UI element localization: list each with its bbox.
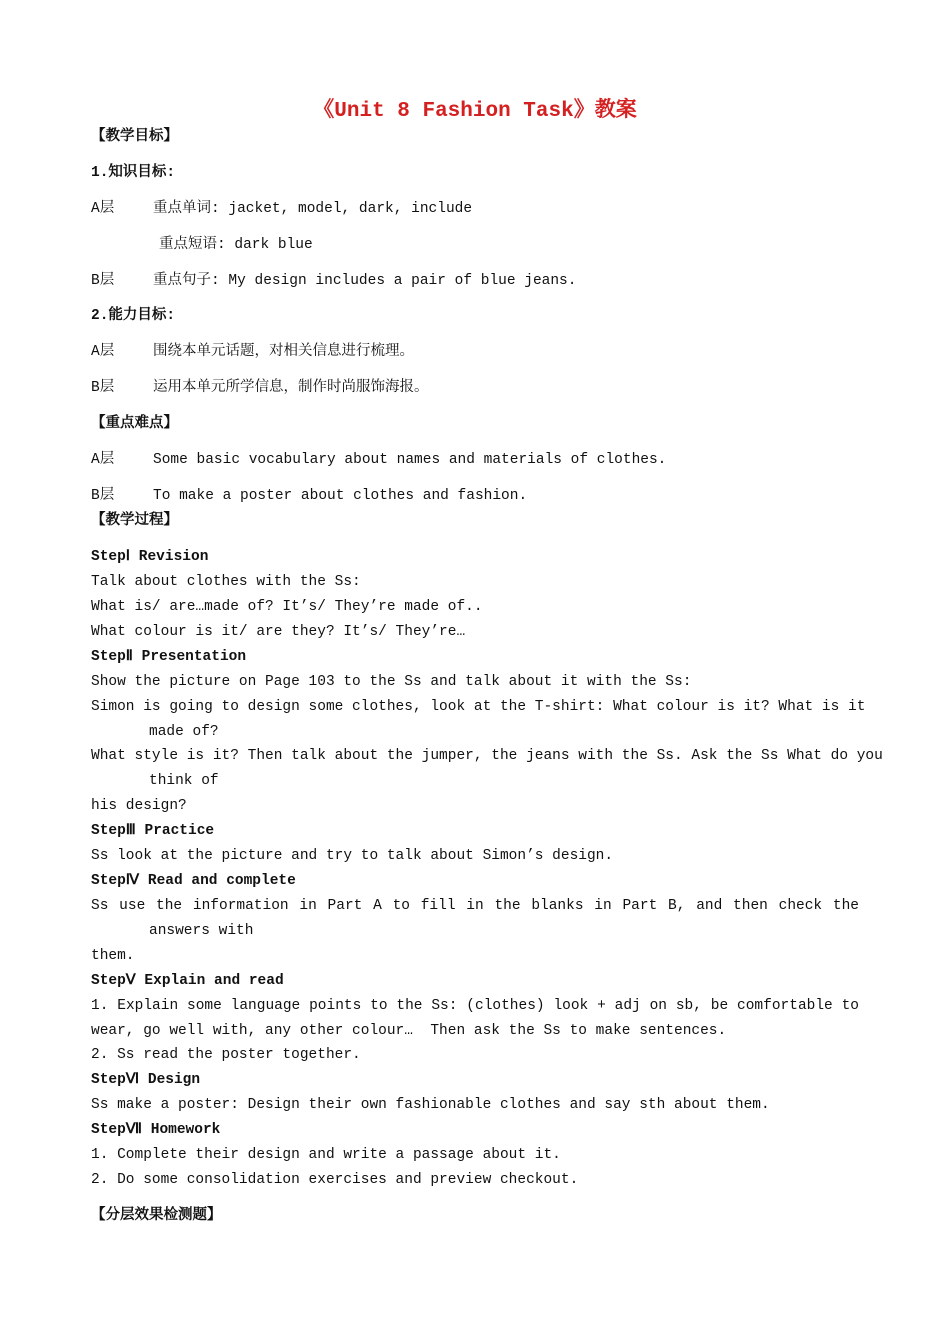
step1-line: Talk about clothes with the Ss: (91, 574, 361, 590)
process-heading: 【教学过程】 (91, 513, 178, 529)
key-a-text: Some basic vocabulary about names and materials of clothes. (153, 452, 667, 468)
step5-line: wear, go well with, any other colour… Then ask the Ss to make sentences. (91, 1023, 727, 1039)
step5-title: StepⅤ Explain and read (91, 973, 284, 989)
step3-title: StepⅢ Practice (91, 823, 215, 839)
step6-line: Ss make a poster: Design their own fashionable clothes and say sth about them. (91, 1097, 770, 1113)
page-title: 《Unit 8 Fashion Task》教案 (313, 100, 637, 123)
ability-b-level: B层 (91, 380, 115, 396)
step1-line: What colour is it/ are they? It’s/ They’re… (91, 624, 466, 640)
ability-a-level: A层 (91, 344, 115, 360)
key-b-text: To make a poster about clothes and fashion. (153, 488, 528, 504)
step6-title: StepⅥ Design (91, 1072, 201, 1088)
step2-line: made of? (149, 724, 219, 740)
ability-a-text: 围绕本单元话题，对相关信息进行梳理。 (153, 344, 414, 360)
knowledge-a-level: A层 (91, 201, 115, 217)
key-a-level: A层 (91, 452, 115, 468)
step7-line: 1. Complete their design and write a passage about it. (91, 1147, 561, 1163)
step1-title: StepⅠ Revision (91, 549, 209, 565)
knowledge-sentence: 重点句子: My design includes a pair of blue jeans. (153, 273, 577, 289)
step2-line: Show the picture on Page 103 to the Ss and talk about it with the Ss: (91, 674, 692, 690)
knowledge-heading: 1.知识目标: (91, 165, 176, 181)
step4-line: Ss use the information in Part A to fill in the blanks in Part B, and then check the (91, 898, 859, 914)
step2-line: think of (149, 773, 219, 789)
knowledge-phrases: 重点短语: dark blue (159, 237, 313, 253)
step7-line: 2. Do some consolidation exercises and preview checkout. (91, 1172, 579, 1188)
test-heading: 【分层效果检测题】 (91, 1208, 222, 1224)
step2-line: his design? (91, 798, 187, 814)
step2-title: StepⅡ Presentation (91, 649, 247, 665)
ability-heading: 2.能力目标: (91, 308, 176, 324)
step5-line: 1. Explain some language points to the Ss: (clothes) look + adj on sb, be comfortable to (91, 998, 859, 1014)
knowledge-words: 重点单词: jacket, model, dark, include (153, 201, 473, 217)
step2-line: Simon is going to design some clothes, look at the T-shirt: What colour is it? What is it (91, 699, 866, 715)
ability-b-text: 运用本单元所学信息，制作时尚服饰海报。 (153, 380, 429, 396)
step5-line: 2. Ss read the poster together. (91, 1047, 361, 1063)
step1-line: What is/ are…made of? It’s/ They’re made of.. (91, 599, 483, 615)
step4-line: them. (91, 948, 135, 964)
goals-heading: 【教学目标】 (91, 129, 178, 145)
step3-line: Ss look at the picture and try to talk about Simon’s design. (91, 848, 614, 864)
step2-line: What style is it? Then talk about the jumper, the jeans with the Ss. Ask the Ss What do you (91, 748, 883, 764)
step7-title: StepⅦ Homework (91, 1122, 221, 1138)
key-heading: 【重点难点】 (91, 416, 178, 432)
step4-title: StepⅣ Read and complete (91, 873, 296, 889)
key-b-level: B层 (91, 488, 115, 504)
step4-line: answers with (149, 923, 254, 939)
knowledge-b-level: B层 (91, 273, 115, 289)
